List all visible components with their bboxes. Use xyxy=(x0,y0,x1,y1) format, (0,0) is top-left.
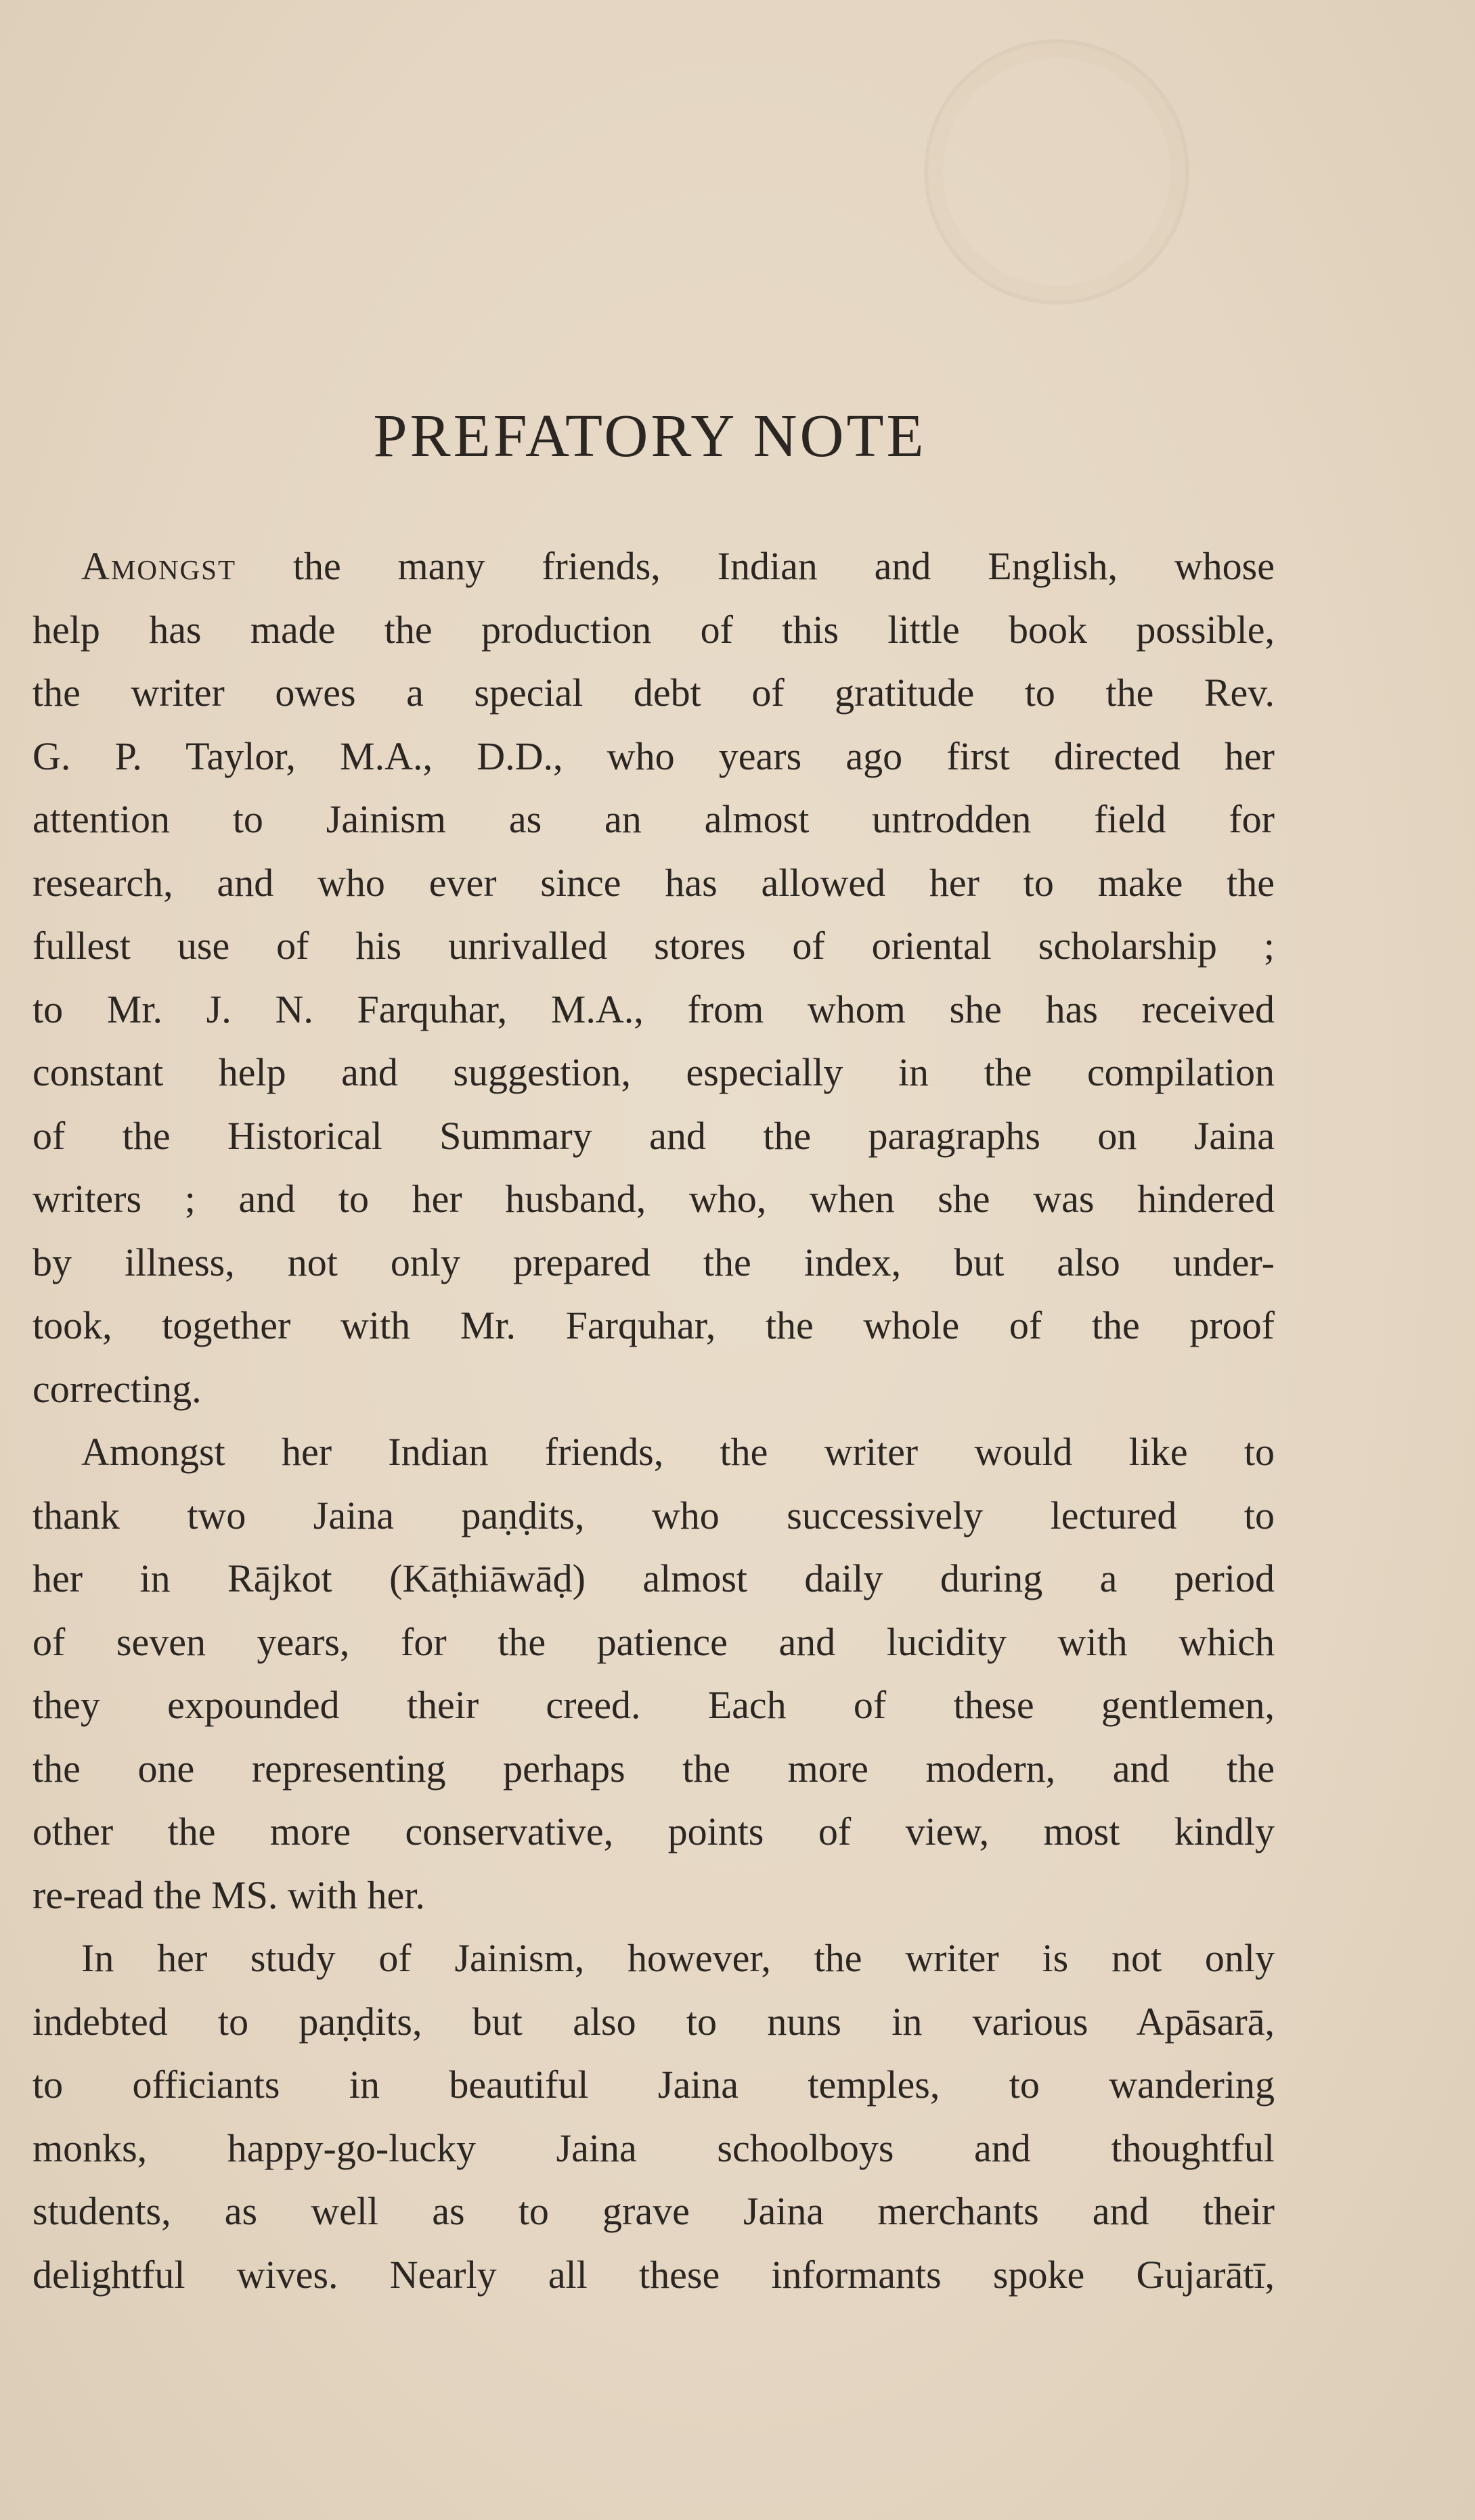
text-line: attention to Jainism as an almost untrodden field for xyxy=(32,797,1275,841)
text-line: fullest use of his unrivalled stores of oriental scholarship ; xyxy=(32,924,1275,968)
paragraph-1 xyxy=(32,535,1275,1420)
text-line: of seven years, for the patience and lucidity with which xyxy=(32,1619,1275,1664)
text-line: the writer owes a special debt of gratitude to the Rev. xyxy=(32,671,1275,715)
text-line: Amongst her Indian friends, the writer would like to xyxy=(81,1430,1275,1474)
text-line: to officiants in beautiful Jaina temples, to wandering xyxy=(32,2063,1275,2107)
text-line: help has made the production of this little book possible, xyxy=(32,607,1275,652)
text-line: re-read the MS. with her. xyxy=(32,1872,425,1917)
text-line: to Mr. J. N. Farquhar, M.A., from whom she has received xyxy=(32,987,1275,1031)
text-line: monks, happy-go-lucky Jaina schoolboys and thoughtful xyxy=(32,2125,1275,2170)
text-line: G. P. Taylor, M.A., D.D., who years ago first directed her xyxy=(32,734,1275,778)
paragraph-2 xyxy=(32,1420,1275,1927)
text-line xyxy=(32,535,1275,598)
text-line: research, and who ever since has allowed her to make the xyxy=(32,860,1275,905)
text-line: her in Rājkot (Kāṭhiāwāḍ) almost daily during a period xyxy=(32,1556,1275,1600)
text-line: they expounded their creed. Each of these gentlemen, xyxy=(32,1683,1275,1727)
text-line: students, as well as to grave Jaina merchants and their xyxy=(32,2189,1275,2233)
text-line: other the more conservative, points of view, most kindly xyxy=(32,1809,1275,1853)
text-line: of the Historical Summary and the paragraphs on Jaina xyxy=(32,1113,1275,1158)
text-line: delightful wives. Nearly all these informants spoke Gujarātī, xyxy=(32,2252,1275,2297)
text-line: by illness, not only prepared the index, but also under- xyxy=(32,1240,1275,1284)
text-line: constant help and suggestion, especially in the compilation xyxy=(32,1050,1275,1094)
text-line: thank two Jaina paṇḍits, who successively lectured to xyxy=(32,1493,1275,1537)
text-line: indebted to paṇḍits, but also to nuns in various Apāsarā, xyxy=(32,1999,1275,2044)
text-line-rest: the many friends, Indian and English, whose xyxy=(236,544,1275,588)
text-line: took, together with Mr. Farquhar, the whole of the proof xyxy=(32,1303,1275,1347)
page-title: PREFATORY NOTE xyxy=(373,403,927,470)
body-text xyxy=(32,535,1275,2306)
text-line: the one representing perhaps the more modern, and the xyxy=(32,1746,1275,1791)
lead-word: Amongst xyxy=(81,544,237,588)
text-line: correcting. xyxy=(32,1366,202,1411)
text-line: In her study of Jainism, however, the writer is not only xyxy=(81,1936,1275,1980)
library-stamp xyxy=(924,39,1189,305)
paragraph-3 xyxy=(32,1927,1275,2306)
text-line: writers ; and to her husband, who, when she was hindered xyxy=(32,1177,1275,1221)
